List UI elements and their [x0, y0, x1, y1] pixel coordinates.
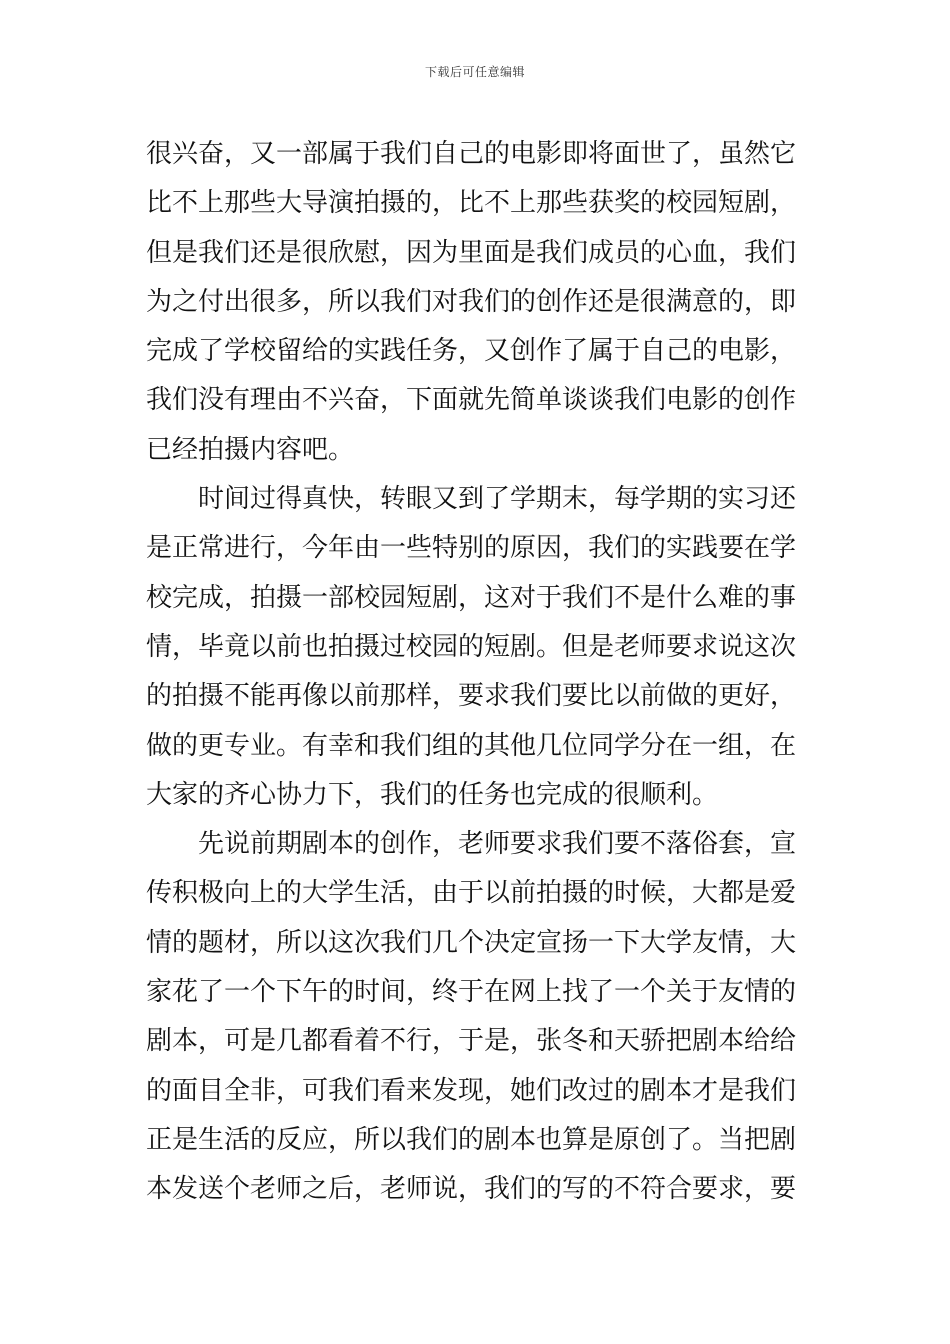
text-line: 校完成，拍摄一部校园短剧，这对于我们不是什么难的事	[146, 582, 797, 613]
paragraph-start-line: 时间过得真快，转眼又到了学期末，每学期的实习还	[198, 484, 797, 515]
text-line: 是正常进行，今年由一些特别的原因，我们的实践要在学	[146, 533, 797, 564]
text-line: 家花了一个下午的时间，终于在网上找了一个关于友情的	[146, 977, 797, 1008]
text-line: 做的更专业。有幸和我们组的其他几位同学分在一组，在	[146, 730, 797, 761]
text-line: 情的题材，所以这次我们几个决定宣扬一下大学友情，大	[146, 927, 797, 958]
text-line: 本发送个老师之后，老师说，我们的写的不符合要求，要	[146, 1174, 797, 1205]
text-line: 的拍摄不能再像以前那样，要求我们要比以前做的更好，	[146, 681, 797, 712]
paragraph-start-line: 先说前期剧本的创作，老师要求我们要不落俗套，宣	[198, 829, 797, 860]
text-line: 情，毕竟以前也拍摄过校园的短剧。但是老师要求说这次	[146, 631, 797, 662]
text-line: 我们没有理由不兴奋，下面就先简单谈谈我们电影的创作	[146, 385, 797, 416]
text-line: 但是我们还是很欣慰，因为里面是我们成员的心血，我们	[146, 237, 797, 268]
text-line: 传积极向上的大学生活，由于以前拍摄的时候，大都是爱	[146, 878, 797, 909]
text-line: 已经拍摄内容吧。	[146, 434, 355, 465]
text-line: 很兴奋，又一部属于我们自己的电影即将面世了，虽然它	[146, 139, 797, 169]
text-line: 大家的齐心协力下，我们的任务也完成的很顺利。	[146, 779, 719, 810]
text-line: 的面目全非，可我们看来发现，她们改过的剧本才是我们	[146, 1075, 797, 1106]
text-line: 比不上那些大导演拍摄的，比不上那些获奖的校园短剧，	[146, 188, 797, 219]
text-line: 完成了学校留给的实践任务，又创作了属于自己的电影，	[146, 336, 797, 367]
page-header: 下载后可任意编辑	[424, 65, 525, 79]
text-line: 剧本，可是几都看着不行，于是，张冬和天骄把剧本给给	[146, 1026, 797, 1057]
text-line: 为之付出很多，所以我们对我们的创作还是很满意的，即	[146, 286, 797, 317]
text-line: 正是生活的反应，所以我们的剧本也算是原创了。当把剧	[146, 1124, 797, 1155]
body-text	[146, 130, 808, 1215]
